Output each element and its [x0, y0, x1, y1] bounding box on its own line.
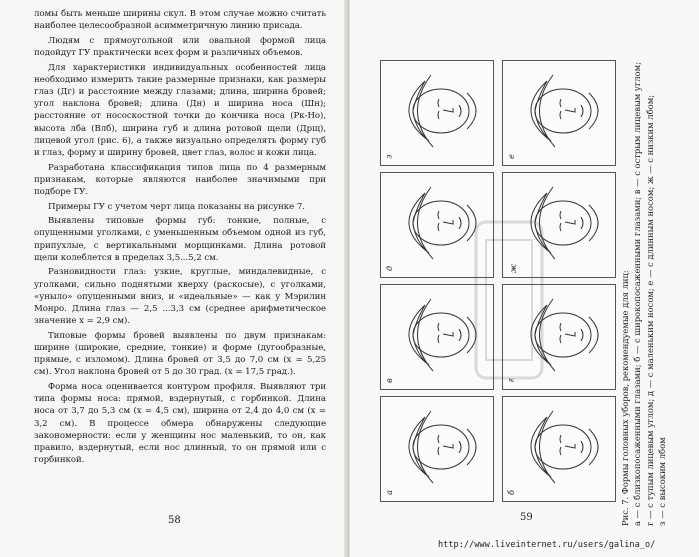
text-paragraph: Разработана классификация типов лица по 4 размерным признакам, которые являются наиболее значимыми при подборе ГУ.	[34, 162, 326, 198]
figure-panel-letter: ж	[509, 263, 519, 274]
figure-panel	[380, 60, 494, 166]
figure-panel	[380, 284, 494, 390]
caption-line: г — с тупым лицевым углом; д — с маленьким носом; е — с длинным носом; ж — с низким лбом;	[644, 94, 655, 526]
figure-panel-letter: з	[384, 154, 394, 159]
figure-panel	[502, 396, 616, 502]
hat-sketch-illustration	[503, 285, 615, 389]
figure-caption	[619, 26, 691, 526]
left-page	[0, 0, 348, 557]
figure-panel	[502, 284, 616, 390]
figure-7	[380, 60, 618, 505]
text-paragraph: Примеры ГУ с учетом черт лица показаны на рисунке 7.	[48, 201, 305, 212]
figure-panel-letter: д	[385, 265, 395, 272]
text-paragraph: Разновидности глаз: узкие, круглые, миндалевидные, с уголками, сильно поднятыми кверху (раскосые), с уголками, «унылo» опущенными вниз, и «идеальные» — как у Мэрилин Монро. Длина глаз — 2,5 ...3,3 см (среднее арифметическое значение x = 2,9 см).	[34, 267, 326, 327]
left-page-text	[34, 8, 326, 466]
caption-line: з — с высоким лбом	[657, 437, 668, 526]
text-paragraph: Форма носа оценивается контуром профиля. Выявляют три типа формы носа: прямой, вздернутый, с горбинкой. Длина носа от 3,7 до 5,3 см (x = 4,5 см), ширина от 2,4 до 4,0 см (x = 3,2 см). В процессе обмера обнаружены следующие закономерности: если у женщины нос маленький, то он, как правило, вздернутый, если нос длинный, то он прямой или с горбинкой.	[34, 382, 326, 466]
right-page-number: 59	[520, 512, 533, 523]
hat-sketch-illustration	[381, 285, 493, 389]
figure-panel-letter: е	[506, 154, 516, 159]
source-url[interactable]: http://www.liveinternet.ru/users/galina_o/	[438, 540, 656, 550]
figure-panel-letter: а	[384, 490, 394, 495]
text-paragraph: Типовые формы бровей выявлены по двум признакам: ширине (широкие, средние, тонкие) и форме (дугообразные, прямые, с изломом). Длина бровей от 3,5 до 7,0 см (x = 5,25 см). Угол наклона бровей от 5 до 30 град. (x = 17,5 град.).	[34, 330, 326, 378]
text-paragraph: Для характеристики индивидуальных особенностей лица необходимо измерить такие размерные признаки, как размеры глаз (Дг) и расстояние между глазами; длина, ширина бровей; угол наклона бровей; длина (Дн) и ширина носа (Шн); расстояние от нососкостной точки до кончика носа (Рк-Но), высота лба (Влб), ширина губ и длина ротовой щели (Дрщ), лицевой угол (рис. 6), а также визуально определять форму губ и глаз, форму и ширину бровей, цвет глаз, волос и кожи лица.	[34, 62, 326, 159]
figure-panel-letter: г	[506, 378, 516, 383]
hat-sketch-illustration	[503, 397, 615, 501]
text-paragraph: ломы быть меньше ширины скул. В этом случае можно считать наиболее целесообразной асимметричную линию присада.	[34, 9, 326, 32]
hat-sketch-illustration	[503, 173, 615, 277]
hat-sketch-illustration	[381, 397, 493, 501]
figure-panel-letter: в	[384, 378, 394, 383]
text-paragraph: Выявлены типовые формы губ: тонкие, полные, с опущенными уголками, с уменьшенным объемом одной из губ, припухлые, с вертикальными морщинками. Длина ротовой щели колеблется в пределах 3,5...5,2 см.	[34, 216, 326, 263]
figure-panel	[502, 60, 616, 166]
left-page-number: 58	[168, 515, 181, 526]
figure-panel	[502, 172, 616, 278]
text-paragraph: Людям с прямоугольной или овальной формой лица подойдут ГУ практически всех форм и различных объемов.	[34, 35, 326, 58]
hat-sketch-illustration	[381, 173, 493, 277]
caption-line: а — с близкопосаженными глазами; б — с широкопосаженными глазами; в — с острым лицевым углом;	[632, 62, 643, 526]
hat-sketch-illustration	[381, 61, 493, 165]
figure-panel	[380, 172, 494, 278]
figure-panel	[380, 396, 494, 502]
hat-sketch-illustration	[503, 61, 615, 165]
figure-panel-letter: б	[506, 490, 516, 495]
caption-line: Рис. 7. Формы головных уборов, рекомендуемые для лиц:	[620, 270, 630, 526]
